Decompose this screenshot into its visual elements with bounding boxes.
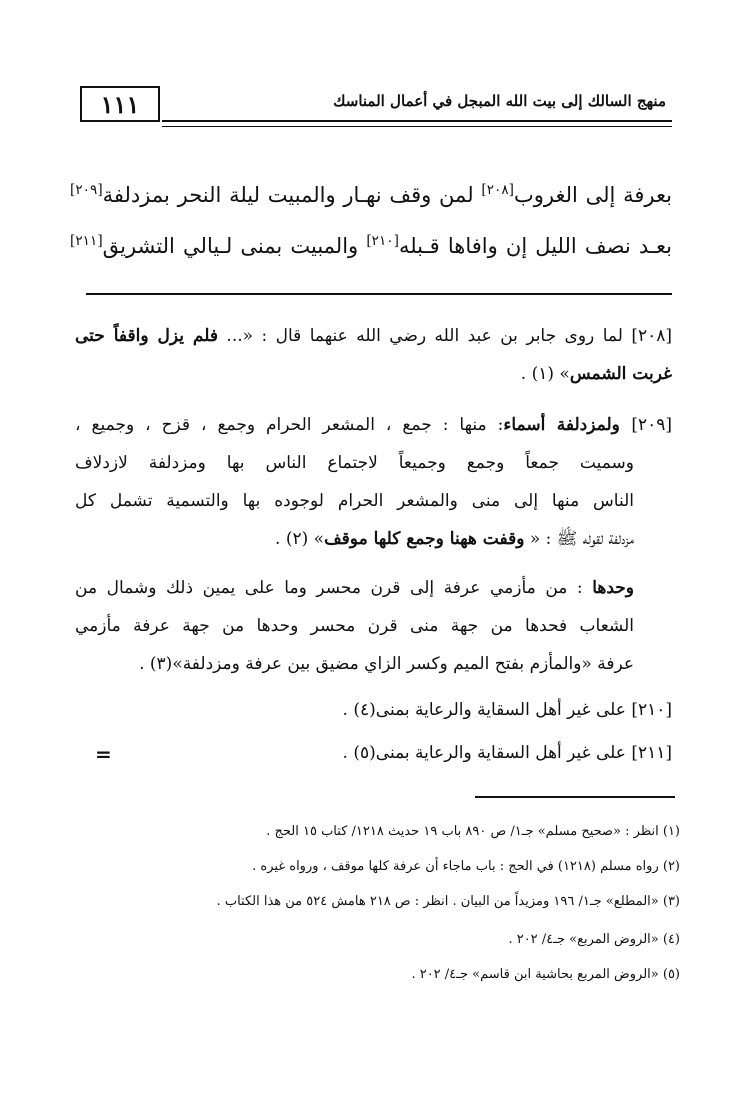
note-text: على غير أهل السقاية والرعاية بمنى(٥) . xyxy=(342,743,632,763)
note-210 xyxy=(75,690,672,730)
note-ref-211: [٢١١] xyxy=(70,233,103,249)
footnote-4: (٤) «الروض المربع» جـ٤/ ٢٠٢ . xyxy=(508,932,680,947)
boundaries-line-1 xyxy=(75,568,672,608)
running-title: منهج السالك إلى بيت الله المبجل في أعمال المناسك xyxy=(333,92,666,110)
main-text: لمن وقف نهـار والمبيت ليلة النحر بمزدلفة xyxy=(102,183,482,207)
note-208-line-2 xyxy=(75,354,672,394)
note-text: على غير أهل السقاية والرعاية بمنى(٤) . xyxy=(342,700,632,720)
note-number: [٢١١] xyxy=(631,743,672,763)
note-209-line-4 xyxy=(75,519,672,559)
note-209-line-3: الناس منها إلى منى والمشعر الحرام لوجوده بها والتسمية تشمل كل xyxy=(75,491,634,511)
note-text: : من مأزمي عرفة إلى قرن محسر وما على يمين ذلك وشمال من xyxy=(75,578,593,598)
note-text: » (٢) . xyxy=(275,529,325,549)
main-text: والمبيت بمنى لـيالي التشريق xyxy=(102,234,367,258)
note-number: [٢٠٨] xyxy=(631,326,672,346)
continuation-mark: = xyxy=(95,742,112,766)
page-number: ١١١ xyxy=(80,86,160,122)
boundaries-line-2: الشعاب فحدها من جهة منى قرن محسر وحدها من جهة عرفة مأزمي xyxy=(75,616,634,636)
note-208-line-1 xyxy=(75,316,672,356)
note-text: : منها : جمع ، المشعر الحرام وجمع ، قزح ، وجميع ، xyxy=(75,415,504,435)
footnote-3: (٣) «المطلع» جـ١/ ١٩٦ ومزيداً من البيان . انظر : ص ٢١٨ هامش ٥٢٤ من هذا الكتاب . xyxy=(216,894,680,909)
note-text: » (١) . xyxy=(520,364,570,384)
hadith-quote: فلم يزل واقفاً حتى xyxy=(75,326,218,346)
note-ref-210: [٢١٠] xyxy=(366,233,399,249)
main-text-line-1 xyxy=(70,168,672,217)
note-ref-209: [٢٠٩] xyxy=(70,182,103,198)
main-text-line-2 xyxy=(70,219,672,268)
footnote-5: (٥) «الروض المربع بحاشية ابن قاسم» جـ٤/ ٢٠٢ . xyxy=(411,967,680,982)
header-rule xyxy=(162,120,672,127)
main-text: بعرفة إلى الغروب xyxy=(514,183,672,207)
note-number: [٢١٠] xyxy=(631,700,672,720)
section-divider xyxy=(86,293,672,295)
note-heading: وحدها xyxy=(592,578,634,598)
main-text: بعـد نصف الليل إن وافاها قـبله xyxy=(398,234,672,258)
note-number: [٢٠٩] xyxy=(631,415,672,435)
boundaries-line-3: عرفة «والمأزم بفتح الميم وكسر الزاي مضيق بين عرفة ومزدلفة»(٣) . xyxy=(139,654,634,674)
note-209-line-2: وسميت جمعاً وجمع وجميعاً لاجتماع الناس بها ومزدلفة لازدلاف xyxy=(75,453,634,473)
footnote-divider xyxy=(475,796,675,798)
page-header xyxy=(72,80,672,130)
hadith-quote: غربت الشمس xyxy=(569,364,672,384)
note-text: مزدلفة لقوله ﷺ : « xyxy=(524,529,634,549)
note-209-line-1 xyxy=(75,405,672,445)
note-ref-208: [٢٠٨] xyxy=(481,182,514,198)
hadith-quote: وقفت ههنا وجمع كلها موقف xyxy=(324,529,525,549)
note-211 xyxy=(75,733,672,773)
footnote-1: (١) انظر : «صحيح مسلم» جـ١/ ص ٨٩٠ باب ١٩ حديث ١٢١٨/ كتاب ١٥ الحج . xyxy=(266,824,680,839)
footnote-2: (٢) رواه مسلم (١٢١٨) في الحج : باب ماجاء أن عرفة كلها موقف ، ورواه غيره . xyxy=(252,859,680,874)
note-text: لما روى جابر بن عبد الله رضي الله عنهما قال : «... xyxy=(218,326,632,346)
note-heading: ولمزدلفة أسماء xyxy=(503,415,632,435)
